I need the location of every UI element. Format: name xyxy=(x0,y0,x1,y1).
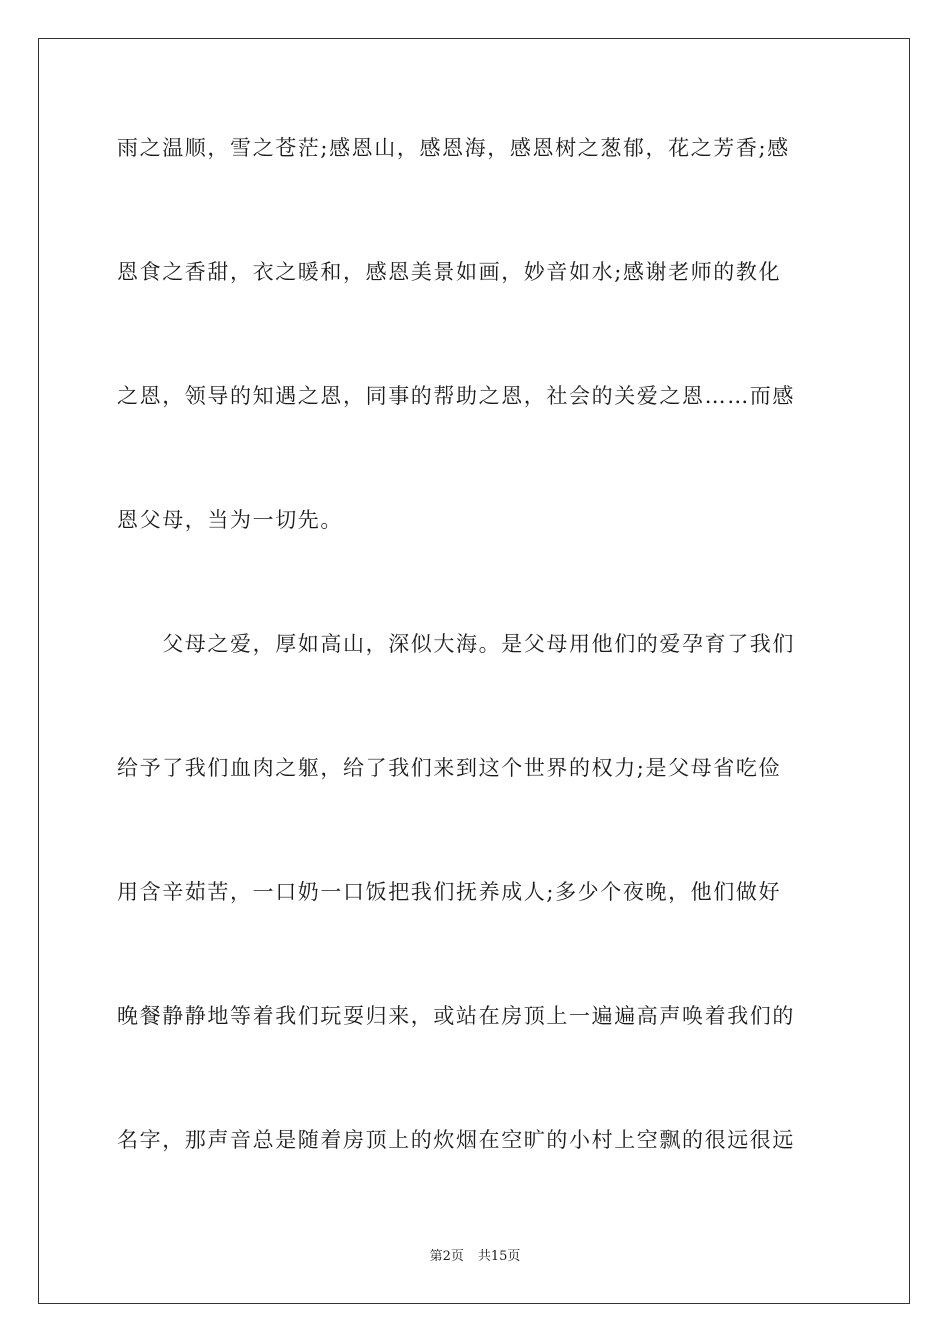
text-line-1: 雨之温顺，雪之苍茫;感恩山，感恩海，感恩树之葱郁，花之芳香;感 xyxy=(117,136,790,160)
page-footer xyxy=(0,1248,950,1266)
page-number: 第2页 xyxy=(429,1249,464,1264)
page-border xyxy=(38,38,910,1304)
text-line-2: 恩食之香甜，衣之暖和，感恩美景如画，妙音如水;感谢老师的教化 xyxy=(117,260,782,284)
text-line-7: 用含辛茹苦，一口奶一口饭把我们抚养成人;多少个夜晚，他们做好 xyxy=(117,880,782,904)
text-line-6: 给予了我们血肉之躯，给了我们来到这个世界的权力;是父母省吃俭 xyxy=(117,756,782,780)
text-line-8: 晚餐静静地等着我们玩耍归来，或站在房顶上一遍遍高声唤着我们的 xyxy=(117,1004,795,1028)
page-total: 共15页 xyxy=(477,1249,521,1264)
text-line-9: 名字，那声音总是随着房顶上的炊烟在空旷的小村上空飘的很远很远 xyxy=(117,1128,795,1152)
text-line-3: 之恩，领导的知遇之恩，同事的帮助之恩，社会的关爱之恩……而感 xyxy=(117,384,795,408)
text-line-5: 父母之爱，厚如高山，深似大海。是父母用他们的爱孕育了我们 xyxy=(117,632,795,656)
text-line-4: 恩父母，当为一切先。 xyxy=(117,508,343,532)
